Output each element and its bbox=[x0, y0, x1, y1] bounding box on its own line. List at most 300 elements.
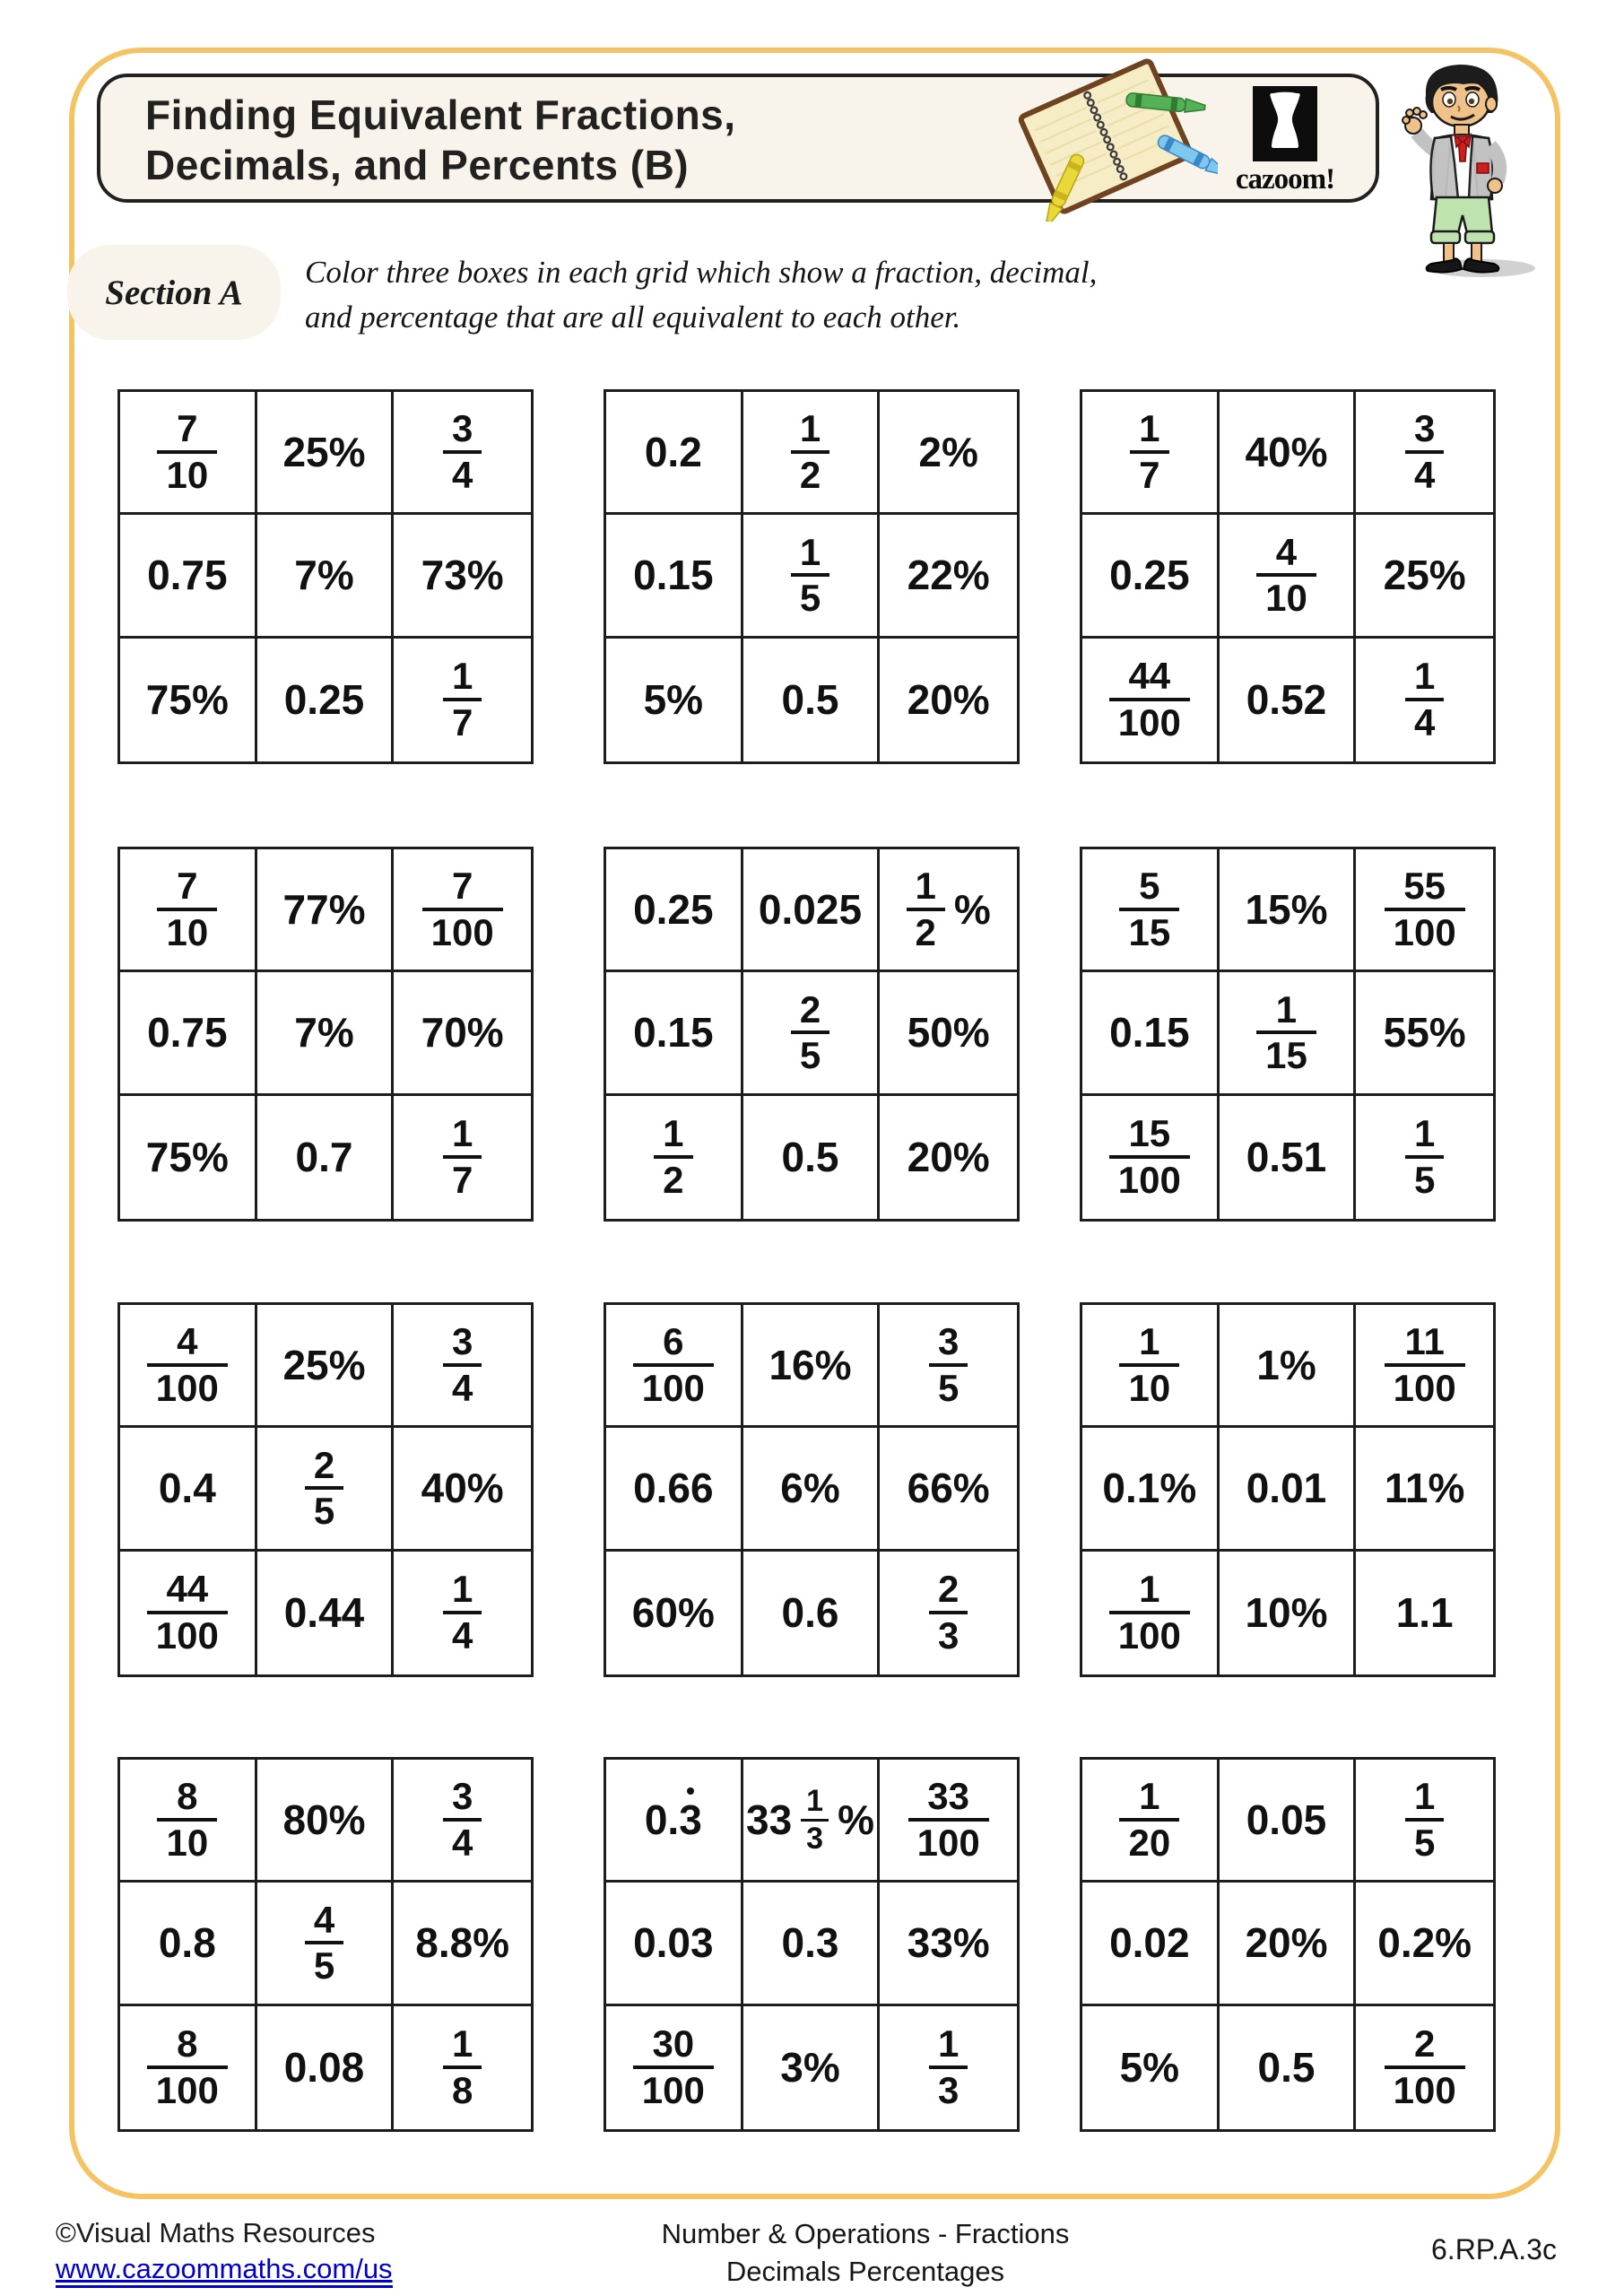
grid-cell[interactable] bbox=[1356, 1428, 1493, 1551]
grid-cell[interactable] bbox=[1356, 2006, 1493, 2129]
cell-value: 20% bbox=[1245, 1919, 1328, 1967]
fraction-value bbox=[1256, 987, 1316, 1077]
grid-cell[interactable] bbox=[1082, 515, 1220, 638]
fraction-numerator: 55 bbox=[1403, 865, 1446, 908]
cell-value: 0.1% bbox=[1102, 1465, 1197, 1512]
grid-cell[interactable] bbox=[880, 392, 1017, 515]
fraction-numerator: 44 bbox=[166, 1568, 209, 1611]
grid-cell[interactable] bbox=[880, 972, 1017, 1095]
fraction-denominator: 100 bbox=[430, 911, 494, 954]
grid-cell[interactable] bbox=[743, 1096, 881, 1219]
grid-cell[interactable] bbox=[120, 849, 257, 972]
fraction-numerator: 1 bbox=[451, 655, 473, 698]
grid-cell[interactable] bbox=[257, 639, 395, 761]
fraction-denominator: 10 bbox=[166, 454, 209, 497]
standard-code: 6.RP.A.3c bbox=[1431, 2233, 1557, 2266]
fraction-numerator: 8 bbox=[177, 2022, 198, 2066]
grid-cell[interactable] bbox=[257, 392, 395, 515]
grid-cell[interactable] bbox=[257, 1552, 395, 1674]
grid-cell[interactable] bbox=[606, 515, 743, 638]
page-title bbox=[145, 90, 736, 190]
cell-value: 75% bbox=[145, 676, 229, 724]
grid-cell[interactable] bbox=[743, 1428, 881, 1551]
cell-value: 77% bbox=[282, 886, 366, 934]
cell-value: 11% bbox=[1384, 1465, 1465, 1512]
grid-cell[interactable] bbox=[120, 1428, 257, 1551]
grid-cell[interactable] bbox=[1356, 1096, 1493, 1219]
cell-value: 0.25 bbox=[633, 886, 714, 934]
grid-cell[interactable] bbox=[120, 1883, 257, 2005]
grid-cell[interactable] bbox=[120, 2006, 257, 2129]
grid-cell[interactable] bbox=[606, 1552, 743, 1674]
cell-value: 20% bbox=[907, 676, 990, 724]
fraction-value bbox=[443, 1112, 482, 1202]
cell-value: 5% bbox=[1119, 2044, 1180, 2092]
fraction-denominator: 4 bbox=[451, 1614, 473, 1657]
cell-value: 8.8% bbox=[415, 1919, 510, 1967]
fraction-denominator: 5 bbox=[1413, 1822, 1436, 1865]
grid-cell[interactable] bbox=[257, 1096, 395, 1219]
cell-value: 60% bbox=[631, 1589, 715, 1637]
grid-cell[interactable] bbox=[1082, 639, 1220, 761]
cell-value: 0.5 bbox=[1257, 2044, 1316, 2092]
fraction-value bbox=[147, 1568, 228, 1657]
grid-cell[interactable] bbox=[880, 515, 1017, 638]
grid-cell[interactable] bbox=[394, 849, 531, 972]
fraction-denominator: 10 bbox=[166, 911, 209, 954]
fraction-numerator: 1 bbox=[1275, 987, 1298, 1031]
fraction-numerator: 11 bbox=[1404, 1320, 1445, 1363]
cell-value: 20% bbox=[907, 1134, 990, 1181]
grid-cell[interactable] bbox=[1082, 1096, 1220, 1219]
grid-cell[interactable] bbox=[880, 639, 1017, 761]
grid-cell[interactable] bbox=[1082, 1552, 1220, 1674]
grid-cell[interactable] bbox=[743, 972, 881, 1095]
grid-cell[interactable] bbox=[880, 2006, 1017, 2129]
fraction-value bbox=[1130, 407, 1168, 497]
whole-number: 33 bbox=[745, 1796, 793, 1844]
grid-cell[interactable] bbox=[394, 1305, 531, 1428]
fraction-value bbox=[1405, 407, 1444, 497]
grid-cell[interactable] bbox=[120, 639, 257, 761]
fraction-numerator: 1 bbox=[915, 865, 936, 908]
fraction-value bbox=[422, 865, 503, 954]
grid-cell[interactable] bbox=[1082, 972, 1220, 1095]
logo-wordmark: cazoom! bbox=[1235, 163, 1335, 196]
grid-cell[interactable] bbox=[120, 1760, 257, 1883]
grid-cell[interactable] bbox=[257, 2006, 395, 2129]
cell-value: 70% bbox=[421, 1009, 504, 1057]
website-link[interactable]: www.cazoommaths.com/us bbox=[56, 2253, 393, 2288]
percent-sign: % bbox=[838, 1796, 874, 1844]
cell-value: 5% bbox=[643, 676, 704, 724]
fraction-value bbox=[1256, 530, 1316, 620]
cell-value: 0.03 bbox=[633, 1919, 714, 1967]
cell-value: 0.15 bbox=[633, 1009, 714, 1057]
grid-cell[interactable] bbox=[743, 849, 881, 972]
grid-cell[interactable] bbox=[880, 1428, 1017, 1551]
fraction-value bbox=[443, 655, 482, 744]
grid-cell[interactable] bbox=[1220, 1760, 1357, 1883]
grid-cell[interactable] bbox=[606, 1305, 743, 1428]
fraction-denominator: 100 bbox=[1393, 2069, 1456, 2112]
fraction-denominator: 5 bbox=[799, 577, 821, 620]
equivalence-grid bbox=[117, 1302, 534, 1677]
fraction-value bbox=[633, 1320, 714, 1410]
fraction-denominator: 3 bbox=[806, 1821, 824, 1856]
cell-value: 40% bbox=[421, 1465, 504, 1512]
fraction-numerator: 1 bbox=[1413, 1775, 1436, 1818]
grid-cell[interactable] bbox=[394, 2006, 531, 2129]
goblet-icon bbox=[1253, 86, 1317, 161]
fraction-value bbox=[157, 407, 217, 497]
grid-cell[interactable] bbox=[394, 515, 531, 638]
fraction-value bbox=[791, 407, 829, 497]
grid-cell[interactable] bbox=[1220, 2006, 1357, 2129]
grid-cell[interactable] bbox=[1356, 972, 1493, 1095]
fraction-numerator: 3 bbox=[937, 1320, 960, 1363]
fraction-value bbox=[1109, 1568, 1190, 1657]
fraction-value bbox=[929, 1568, 968, 1657]
cell-value: 6% bbox=[780, 1465, 840, 1512]
fraction-numerator: 1 bbox=[1413, 655, 1436, 698]
fraction-numerator: 1 bbox=[451, 2022, 473, 2066]
fraction-numerator: 3 bbox=[451, 1775, 473, 1818]
fraction-denominator: 5 bbox=[799, 1034, 821, 1077]
fraction-denominator: 15 bbox=[1265, 1034, 1307, 1077]
cell-value: 10% bbox=[1245, 1589, 1328, 1637]
grid-cell[interactable] bbox=[394, 1096, 531, 1219]
fraction-value bbox=[929, 1320, 968, 1410]
grid-cell[interactable] bbox=[880, 1552, 1017, 1674]
fraction-denominator: 100 bbox=[1393, 1367, 1456, 1410]
grid-cell[interactable] bbox=[1356, 515, 1493, 638]
grid-cell[interactable] bbox=[606, 849, 743, 972]
fraction-denominator: 3 bbox=[937, 1614, 960, 1657]
grid-cell[interactable] bbox=[257, 515, 395, 638]
grid-cell[interactable] bbox=[743, 639, 881, 761]
grid-cell[interactable] bbox=[257, 1883, 395, 2005]
grid-cell[interactable] bbox=[257, 849, 395, 972]
fraction-numerator: 1 bbox=[451, 1568, 473, 1611]
instructions-line-2: and percentage that are all equivalent to each other. bbox=[305, 299, 961, 335]
grid-cell[interactable] bbox=[1356, 1883, 1493, 2005]
cell-value: 0.52 bbox=[1246, 676, 1327, 724]
cell-value: 33% bbox=[907, 1919, 990, 1967]
fraction-numerator: 4 bbox=[1275, 530, 1298, 573]
cell-value: 7% bbox=[294, 1009, 354, 1057]
fraction-numerator: 8 bbox=[177, 1775, 198, 1818]
fraction-value bbox=[791, 987, 829, 1077]
grid-cell[interactable] bbox=[1220, 1883, 1357, 2005]
grid-cell[interactable] bbox=[1220, 1428, 1357, 1551]
cell-value: 0.2% bbox=[1377, 1919, 1472, 1967]
fraction-denominator: 5 bbox=[313, 1944, 335, 1987]
fraction-value bbox=[1109, 1112, 1190, 1202]
grid-cell[interactable] bbox=[1220, 1096, 1357, 1219]
cell-value: 80% bbox=[282, 1796, 366, 1844]
grid-cell[interactable] bbox=[1220, 639, 1357, 761]
grid-cell[interactable] bbox=[1082, 1760, 1220, 1883]
cell-value: 0.75 bbox=[147, 1009, 228, 1057]
grid-cell[interactable] bbox=[1082, 1305, 1220, 1428]
fraction-denominator: 2 bbox=[799, 454, 821, 497]
grid-cell[interactable] bbox=[880, 1760, 1017, 1883]
cell-value: 0.6 bbox=[781, 1589, 839, 1637]
cell-value: 75% bbox=[145, 1134, 229, 1181]
grid-cell[interactable] bbox=[1356, 1760, 1493, 1883]
fraction-numerator: 7 bbox=[177, 407, 198, 450]
cell-value: 7% bbox=[294, 552, 354, 599]
section-instructions bbox=[305, 250, 1097, 339]
grid-cell[interactable] bbox=[394, 1883, 531, 2005]
fraction-value bbox=[443, 1775, 482, 1865]
cell-value: 0.4 bbox=[158, 1465, 216, 1512]
grid-cell[interactable] bbox=[1220, 849, 1357, 972]
fraction-denominator: 5 bbox=[1413, 1159, 1436, 1202]
cell-value: 0.05 bbox=[1246, 1796, 1327, 1844]
cell-value: 0.75 bbox=[147, 552, 228, 599]
grid-cell[interactable] bbox=[1356, 639, 1493, 761]
equivalence-grid bbox=[1080, 847, 1496, 1222]
grid-cell[interactable] bbox=[120, 972, 257, 1095]
grid-cell[interactable] bbox=[606, 1760, 743, 1883]
grid-cell[interactable] bbox=[1220, 1552, 1357, 1674]
footer-topic-line-2: Decimals Percentages bbox=[725, 2255, 1005, 2287]
fraction-numerator: 4 bbox=[313, 1898, 335, 1941]
fraction-denominator: 7 bbox=[1139, 454, 1160, 497]
fraction-value bbox=[1109, 655, 1190, 744]
grid-cell[interactable] bbox=[394, 1760, 531, 1883]
fraction-numerator: 1 bbox=[1139, 407, 1160, 450]
fraction-denominator: 100 bbox=[155, 1614, 219, 1657]
fraction-value bbox=[305, 1443, 343, 1533]
equivalence-grid bbox=[117, 389, 534, 764]
cell-value: 0.51 bbox=[1246, 1134, 1327, 1181]
grid-cell[interactable] bbox=[606, 392, 743, 515]
fraction-denominator: 100 bbox=[916, 1822, 980, 1865]
grid-cell[interactable] bbox=[1220, 392, 1357, 515]
fraction-denominator: 4 bbox=[1413, 454, 1436, 497]
equivalence-grid bbox=[604, 389, 1020, 764]
grid-cell[interactable] bbox=[1356, 1305, 1493, 1428]
schoolboy-illustration bbox=[1392, 56, 1558, 284]
grid-cell[interactable] bbox=[1356, 849, 1493, 972]
grid-cell[interactable] bbox=[880, 849, 1017, 972]
grid-cell[interactable] bbox=[606, 972, 743, 1095]
fraction-numerator: 6 bbox=[663, 1320, 684, 1363]
grid-cell[interactable] bbox=[606, 1883, 743, 2005]
grid-cell[interactable] bbox=[743, 1305, 881, 1428]
equivalence-grid bbox=[604, 1757, 1020, 2132]
fraction-denominator: 15 bbox=[1128, 911, 1171, 954]
grid-cell[interactable] bbox=[120, 1552, 257, 1674]
cell-value: 15% bbox=[1245, 886, 1328, 934]
grid-cell[interactable] bbox=[394, 392, 531, 515]
grid-cell[interactable] bbox=[394, 972, 531, 1095]
fraction-denominator: 10 bbox=[1128, 1367, 1171, 1410]
fraction-value bbox=[907, 865, 945, 954]
cell-value: 0.15 bbox=[633, 552, 714, 599]
grid-cell[interactable] bbox=[394, 1552, 531, 1674]
fraction-denominator: 100 bbox=[1117, 1159, 1181, 1202]
fraction-denominator: 5 bbox=[313, 1490, 335, 1533]
cell-value: 25% bbox=[282, 429, 366, 476]
grid-cell[interactable] bbox=[257, 972, 395, 1095]
fraction-denominator: 8 bbox=[451, 2069, 473, 2112]
grid-cell[interactable] bbox=[1082, 392, 1220, 515]
section-label: Section A bbox=[105, 273, 243, 312]
fraction-numerator: 1 bbox=[937, 2022, 960, 2066]
cell-value: 0.5 bbox=[781, 1134, 839, 1181]
grid-cell[interactable] bbox=[606, 1096, 743, 1219]
grid-cell[interactable] bbox=[743, 1883, 881, 2005]
fraction-numerator: 1 bbox=[799, 407, 821, 450]
cell-value: 0.15 bbox=[1109, 1009, 1190, 1057]
fraction-value bbox=[147, 1320, 228, 1410]
footer-left bbox=[56, 2215, 393, 2288]
fraction-denominator: 4 bbox=[451, 1367, 473, 1410]
grid-cell[interactable] bbox=[743, 515, 881, 638]
grid-cell[interactable] bbox=[606, 1428, 743, 1551]
cell-value: 22% bbox=[907, 552, 990, 599]
cell-value: 0.2 bbox=[644, 429, 702, 476]
fraction-value bbox=[147, 2022, 228, 2112]
grid-cell[interactable] bbox=[880, 1883, 1017, 2005]
grid-cell[interactable] bbox=[120, 1305, 257, 1428]
copyright-text: ©Visual Maths Resources bbox=[56, 2217, 376, 2248]
cell-value: 66% bbox=[907, 1465, 990, 1512]
cell-value: 0.66 bbox=[633, 1465, 714, 1512]
fraction-numerator: 1 bbox=[1139, 1320, 1160, 1363]
cell-value: 1% bbox=[1256, 1342, 1316, 1389]
fraction-denominator: 2 bbox=[915, 911, 936, 954]
title-line-2: Decimals, and Percents (B) bbox=[145, 142, 690, 189]
grid-cell[interactable] bbox=[606, 2006, 743, 2129]
fraction-denominator: 4 bbox=[451, 1822, 473, 1865]
fraction-value bbox=[1385, 865, 1465, 954]
fraction-value bbox=[929, 2022, 968, 2112]
fraction-numerator: 15 bbox=[1128, 1112, 1171, 1155]
grid-cell[interactable] bbox=[1220, 515, 1357, 638]
grid-cell[interactable] bbox=[606, 639, 743, 761]
cell-value: 0.3 bbox=[781, 1919, 839, 1967]
grid-cell[interactable] bbox=[743, 392, 881, 515]
fraction-denominator: 100 bbox=[1117, 701, 1181, 744]
grid-cell[interactable] bbox=[120, 392, 257, 515]
grid-cell[interactable] bbox=[1082, 2006, 1220, 2129]
fraction-numerator: 1 bbox=[663, 1112, 684, 1155]
fraction-numerator: 33 bbox=[927, 1775, 970, 1818]
equivalence-grid bbox=[1080, 389, 1496, 764]
fraction-value bbox=[791, 530, 829, 620]
grid-cell[interactable] bbox=[1356, 1552, 1493, 1674]
fraction-denominator: 7 bbox=[451, 1159, 473, 1202]
grid-cell[interactable] bbox=[257, 1305, 395, 1428]
grid-cell[interactable] bbox=[394, 1428, 531, 1551]
fraction-numerator: 1 bbox=[806, 1784, 824, 1819]
grid-cell[interactable] bbox=[1356, 392, 1493, 515]
grid-cell[interactable] bbox=[1220, 972, 1357, 1095]
fraction-value bbox=[1119, 1775, 1179, 1865]
cell-value: 2% bbox=[918, 429, 978, 476]
cell-value: 0.01 bbox=[1246, 1465, 1327, 1512]
cell-value: 0.25 bbox=[283, 676, 365, 724]
fraction-numerator: 1 bbox=[1413, 1112, 1436, 1155]
fraction-numerator: 1 bbox=[451, 1112, 473, 1155]
fraction-percent-value bbox=[907, 865, 991, 954]
fraction-denominator: 10 bbox=[166, 1822, 209, 1865]
cell-value: 16% bbox=[769, 1342, 852, 1389]
cell-value: 25% bbox=[282, 1342, 366, 1389]
grid-cell[interactable] bbox=[1220, 1305, 1357, 1428]
fraction-value bbox=[443, 1320, 482, 1410]
fraction-numerator: 30 bbox=[652, 2022, 695, 2066]
fraction-denominator: 100 bbox=[155, 2069, 219, 2112]
cell-value: 0.02 bbox=[1109, 1919, 1190, 1967]
grid-cell[interactable] bbox=[880, 1096, 1017, 1219]
grid-cell[interactable] bbox=[743, 2006, 881, 2129]
fraction-denominator: 3 bbox=[937, 2069, 960, 2112]
fraction-denominator: 100 bbox=[155, 1367, 219, 1410]
grid-cell[interactable] bbox=[120, 1096, 257, 1219]
cell-value: 0.44 bbox=[283, 1589, 365, 1637]
equivalence-grid bbox=[1080, 1302, 1496, 1677]
cell-value: 0.7 bbox=[295, 1134, 353, 1181]
fraction-denominator: 2 bbox=[663, 1159, 684, 1202]
fraction-value bbox=[1385, 1320, 1465, 1410]
recurring-decimal-value: 0.3 bbox=[644, 1796, 702, 1844]
fraction-value bbox=[1119, 1320, 1179, 1410]
fraction-numerator: 44 bbox=[1128, 655, 1171, 698]
grid-cell[interactable] bbox=[394, 639, 531, 761]
grid-cell[interactable] bbox=[1082, 849, 1220, 972]
fraction-numerator: 7 bbox=[177, 865, 198, 908]
grid-cell[interactable] bbox=[880, 1305, 1017, 1428]
notebook-illustration bbox=[1003, 47, 1218, 222]
grid-cell[interactable] bbox=[120, 515, 257, 638]
footer-topic-line-1: Number & Operations - Fractions bbox=[661, 2218, 1070, 2249]
fraction-denominator: 5 bbox=[937, 1367, 960, 1410]
fraction-numerator: 4 bbox=[177, 1320, 198, 1363]
fraction-value bbox=[801, 1784, 829, 1856]
fraction-value bbox=[1405, 1112, 1444, 1202]
fraction-value bbox=[654, 1112, 692, 1202]
grid-cell[interactable] bbox=[1082, 1883, 1220, 2005]
grid-cell[interactable] bbox=[743, 1552, 881, 1674]
fraction-value bbox=[1385, 2022, 1465, 2112]
equivalence-grid bbox=[1080, 1757, 1496, 2132]
cell-value: 25% bbox=[1383, 552, 1466, 599]
cell-value: 1.1 bbox=[1395, 1589, 1454, 1637]
grid-cell[interactable] bbox=[1082, 1428, 1220, 1551]
cell-value: 0.25 bbox=[1109, 552, 1190, 599]
fraction-numerator: 3 bbox=[1413, 407, 1436, 450]
title-line-1: Finding Equivalent Fractions, bbox=[145, 91, 736, 138]
cell-value: 40% bbox=[1245, 429, 1328, 476]
fraction-value bbox=[1405, 655, 1444, 744]
grid-cell[interactable] bbox=[257, 1760, 395, 1883]
fraction-denominator: 10 bbox=[1265, 577, 1307, 620]
grid-cell[interactable] bbox=[257, 1428, 395, 1551]
mixed-number-percent-value bbox=[745, 1784, 874, 1856]
grid-cell[interactable] bbox=[743, 1760, 881, 1883]
fraction-numerator: 2 bbox=[1413, 2022, 1436, 2066]
cell-value: 55% bbox=[1383, 1009, 1466, 1057]
fraction-denominator: 100 bbox=[641, 1367, 705, 1410]
fraction-numerator: 1 bbox=[799, 530, 821, 573]
cell-value: 50% bbox=[907, 1009, 990, 1057]
